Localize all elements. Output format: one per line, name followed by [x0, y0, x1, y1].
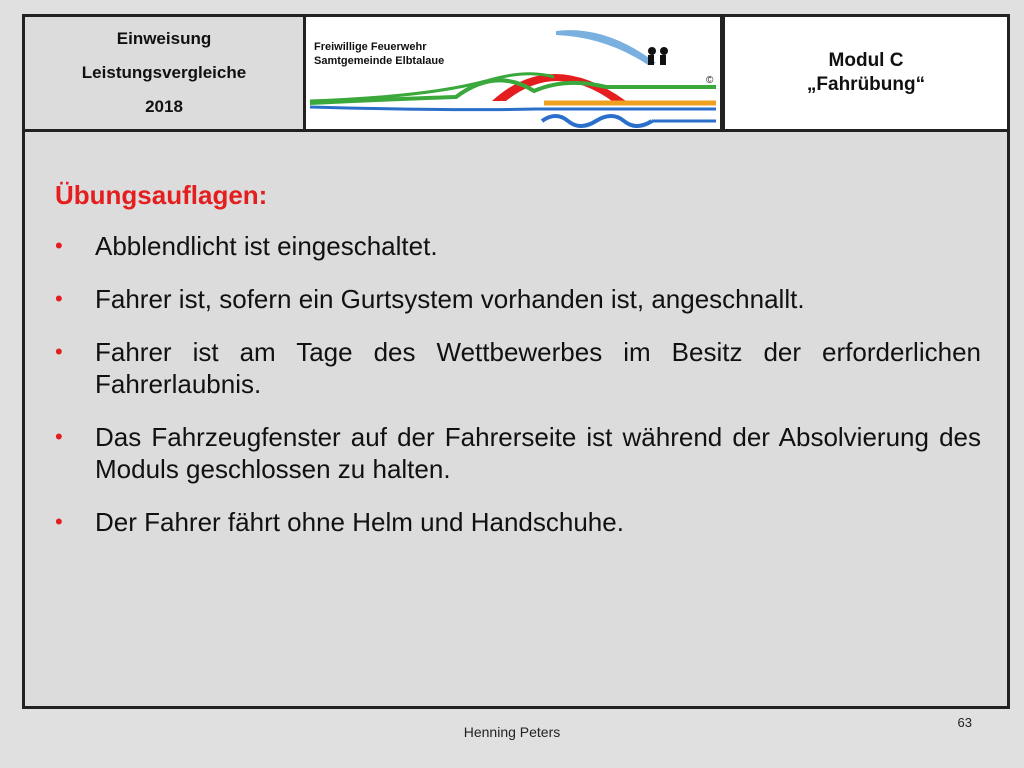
- bullet-icon: •: [55, 286, 63, 311]
- header-logo-box: [303, 14, 723, 132]
- module-subtitle: „Fahrübung“: [806, 74, 926, 95]
- list-item: [53, 230, 981, 262]
- header-title-line-2: Leistungsvergleiche: [81, 63, 247, 82]
- header-title-line-1: Einweisung: [116, 29, 212, 48]
- footer-author: Henning Peters: [463, 724, 561, 740]
- bullet-icon: •: [55, 424, 63, 449]
- org-name-line-1: Freiwillige Feuerwehr: [314, 41, 427, 53]
- bullet-list: [53, 230, 981, 559]
- fire-brigade-logo-icon: [306, 17, 720, 129]
- content-box: [22, 129, 1010, 709]
- list-item: [53, 336, 981, 400]
- list-item-text: Fahrer ist, sofern ein Gurtsystem vorhanden ist, angeschnallt.: [95, 284, 805, 314]
- bullet-icon: •: [55, 233, 63, 258]
- bullet-icon: •: [55, 339, 63, 364]
- copyright-mark: ©: [706, 75, 714, 86]
- section-heading: Übungsauflagen:: [55, 180, 268, 210]
- list-item-text: Der Fahrer fährt ohne Helm und Handschuhe.: [95, 507, 624, 537]
- list-item: [53, 421, 981, 485]
- header-title-line-3: 2018: [145, 97, 183, 116]
- module-name: Modul C: [828, 50, 904, 71]
- list-item: [53, 283, 981, 315]
- list-item: [53, 506, 981, 538]
- module-title-box: [722, 14, 1010, 132]
- header-title-box: [22, 14, 306, 132]
- bullet-icon: •: [55, 509, 63, 534]
- list-item-text: Das Fahrzeugfenster auf der Fahrerseite ist während der Absolvierung des Moduls geschlossen zu halten.: [95, 422, 981, 484]
- org-name-line-2: Samtgemeinde Elbtalaue: [314, 55, 445, 67]
- list-item-text: Fahrer ist am Tage des Wettbewerbes im Besitz der erforderlichen Fahrerlaubnis.: [95, 337, 981, 399]
- list-item-text: Abblendlicht ist eingeschaltet.: [95, 231, 438, 261]
- page-number: 63: [957, 715, 972, 730]
